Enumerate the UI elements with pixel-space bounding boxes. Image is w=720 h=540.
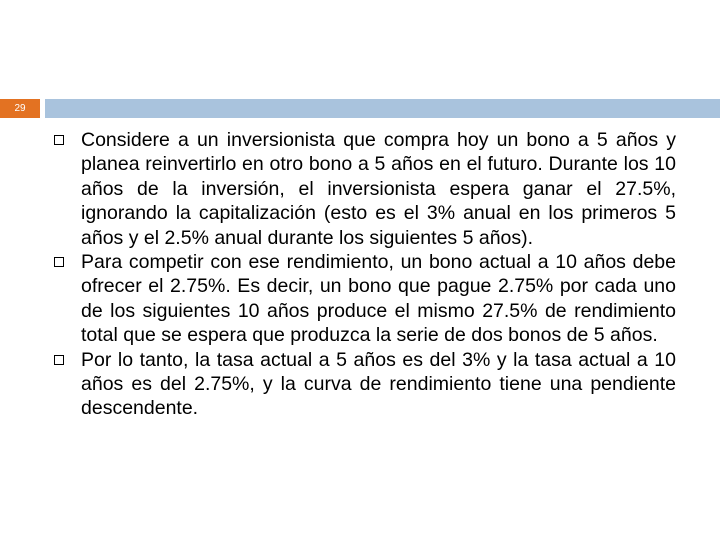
square-bullet-icon <box>54 355 64 365</box>
square-bullet-icon <box>54 257 64 267</box>
bullet-item <box>0 250 676 348</box>
bullet-item <box>0 348 676 421</box>
bullet-text: Para competir con ese rendimiento, un bono actual a 10 años debe ofrecer el 2.75%. Es decir, un bono que pague 2.75% por cada uno de los siguientes 10 años produce el mismo 27.5% de rendimiento total que se espera que produzca la serie de dos bonos de 5 años. <box>81 251 676 347</box>
slide-number: 29 <box>0 99 40 118</box>
bullet-text: Por lo tanto, la tasa actual a 5 años es del 3% y la tasa actual a 10 años es del 2.75%, y la curva de rendimiento tiene una pendiente descendente. <box>81 348 676 420</box>
bullet-item <box>0 128 676 250</box>
slide-content <box>0 128 720 421</box>
square-bullet-icon <box>54 135 64 145</box>
bullet-text: Considere a un inversionista que compra hoy un bono a 5 años y planea reinvertirlo en otro bono a 5 años en el futuro. Durante los 10 años de la inversión, el inversionista espera ganar el 27.5%, ignorando la capitalización (esto es el 3% anual en los primeros 5 años y el 2.5% anual durante los siguientes 5 años). <box>81 129 676 249</box>
header-bar <box>45 99 720 118</box>
